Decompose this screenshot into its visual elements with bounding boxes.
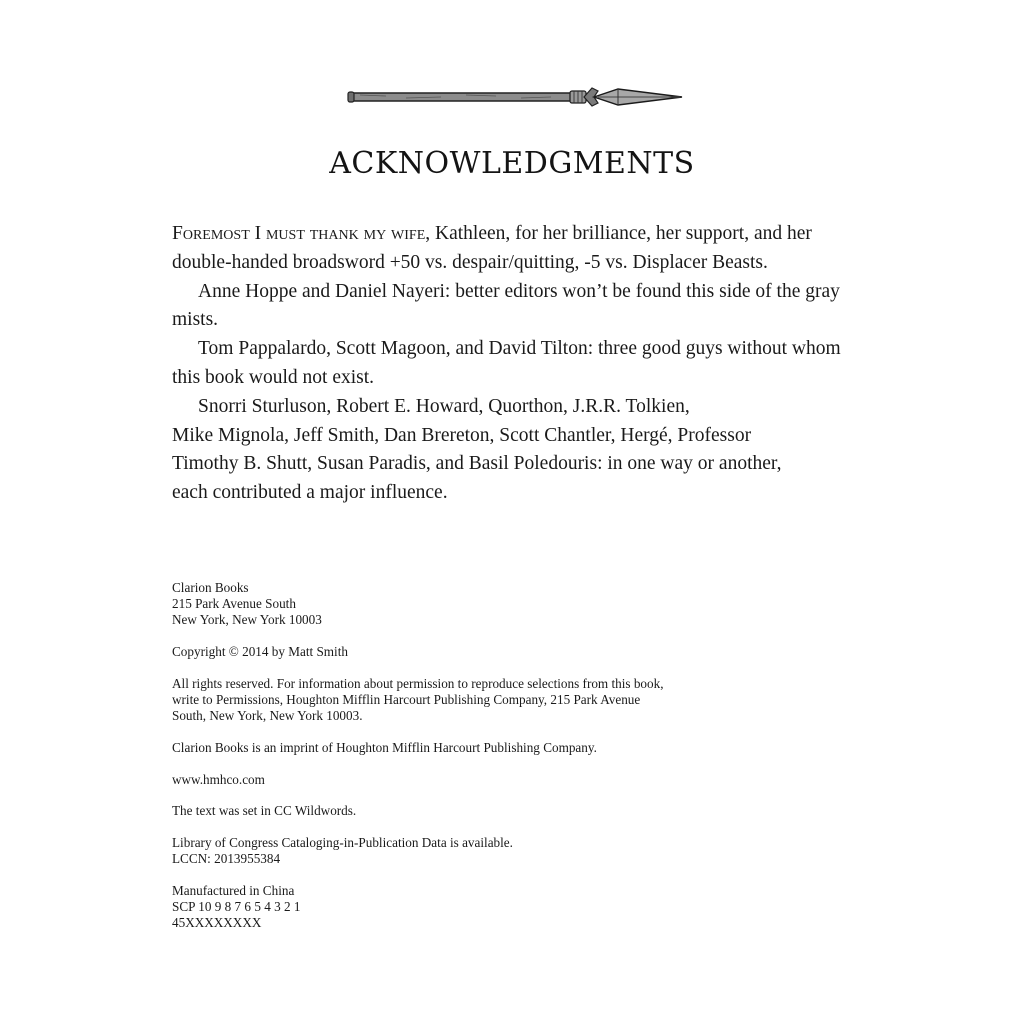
typeface-text: The text was set in CC Wildwords.	[172, 803, 357, 819]
acknowledgment-text: Kathleen, for her brilliance, her support, and her double-handed broadsword +50 vs. despair/quitting, -5 vs. Displacer Beasts.	[172, 223, 812, 273]
acknowledgment-line: Timothy B. Shutt, Susan Paradis, and Basil Poledouris: in one way or another,	[172, 453, 782, 475]
printing-line: SCP 10 9 8 7 6 5 4 3 2 1	[172, 899, 301, 915]
acknowledgment-line: Mike Mignola, Jeff Smith, Dan Brereton, Scott Chantler, Hergé, Professor	[172, 424, 752, 446]
isbn-line: 45XXXXXXXX	[172, 915, 262, 931]
spear-icon	[346, 82, 684, 112]
publisher-address	[172, 580, 732, 629]
copyright-notice	[172, 644, 732, 660]
rights-line: All rights reserved. For information about permission to reproduce selections from this book,	[172, 675, 664, 691]
acknowledgment-lead: Foremost I must thank my wife,	[172, 223, 431, 244]
copyright-text: Copyright © 2014 by Matt Smith	[172, 644, 348, 660]
acknowledgments-body	[172, 220, 862, 508]
acknowledgment-paragraph: Anne Hoppe and Daniel Nayeri: better editors won’t be found this side of the gray mists.	[172, 280, 840, 331]
acknowledgment-paragraph-influences	[172, 393, 862, 508]
manufacturing-info	[172, 883, 732, 932]
cip-data	[172, 835, 732, 867]
copyright-page	[172, 580, 732, 947]
acknowledgment-line: Snorri Sturluson, Robert E. Howard, Quorthon, J.R.R. Tolkien,	[198, 395, 690, 417]
acknowledgment-paragraph: Tom Pappalardo, Scott Magoon, and David Tilton: three good guys without whom this book would not exist.	[172, 338, 841, 388]
page-title: ACKNOWLEDGMENTS	[329, 146, 695, 181]
website-link[interactable]: www.hmhco.com	[172, 771, 265, 787]
rights-line: South, New York, New York 10003.	[172, 708, 363, 724]
publisher-street: 215 Park Avenue South	[172, 596, 296, 612]
website-block	[172, 772, 732, 788]
rights-notice	[172, 676, 732, 725]
acknowledgment-paragraph	[172, 220, 862, 278]
publisher-city: New York, New York 10003	[172, 612, 322, 628]
imprint-notice	[172, 740, 732, 756]
rights-line: write to Permissions, Houghton Mifflin Harcourt Publishing Company, 215 Park Avenue	[172, 692, 641, 708]
lccn-line: LCCN: 2013955384	[172, 851, 281, 867]
acknowledgment-line: each contributed a major influence.	[172, 482, 448, 504]
imprint-text: Clarion Books is an imprint of Houghton Mifflin Harcourt Publishing Company.	[172, 739, 597, 755]
publisher-name: Clarion Books	[172, 580, 249, 595]
manufacturing-line: Manufactured in China	[172, 882, 295, 898]
typeface-note	[172, 803, 732, 819]
cip-line: Library of Congress Cataloging-in-Publication Data is available.	[172, 835, 513, 851]
